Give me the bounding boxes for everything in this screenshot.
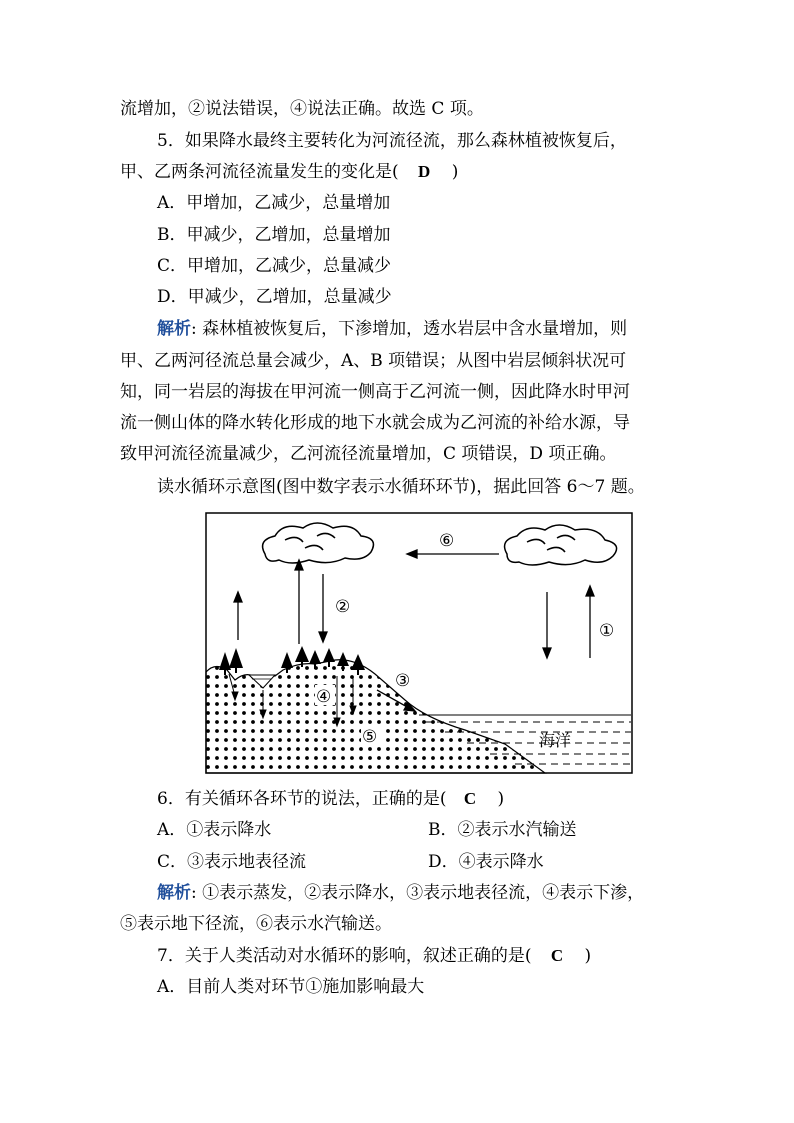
answer-mark: C <box>550 946 564 965</box>
analysis-text: : 森林植被恢复后，下渗增加，透水岩层中含水量增加，则 <box>191 319 628 339</box>
stem-text: 6．有关循环各环节的说法，正确的是( <box>157 789 447 809</box>
stem-text: 甲、乙两条河流径流量发生的变化是( <box>120 162 399 182</box>
option-a: A．甲增加，乙减少，总量增加 <box>157 193 391 213</box>
analysis-5-line: 知，同一岩层的海拔在甲河流一侧高于乙河流一侧，因此降水时甲河 <box>120 382 630 402</box>
text-line: 流增加，②说法错误，④说法正确。故选 C 项。 <box>120 99 484 119</box>
stem-text-end: ) <box>584 946 592 966</box>
analysis-6-line: ⑤表示地下径流，⑥表示水汽输送。 <box>120 914 392 934</box>
analysis-label: 解析 <box>157 883 191 903</box>
option-d: D．④表示降水 <box>428 852 544 872</box>
option-c: C．甲增加，乙减少，总量减少 <box>157 256 392 276</box>
option-b: B．②表示水汽输送 <box>428 820 577 840</box>
label-3: ③ <box>395 671 411 691</box>
analysis-label: 解析 <box>157 319 191 339</box>
stem-text: 7．关于人类活动对水循环的影响，叙述正确的是( <box>157 946 532 966</box>
analysis-5-line: 流一侧山体的降水转化形成的地下水就会成为乙河流的补给水源，导 <box>120 413 630 433</box>
label-4: ④ <box>316 687 332 707</box>
water-cycle-diagram <box>205 512 633 774</box>
label-2: ② <box>335 597 351 617</box>
answer-mark: C <box>463 789 477 808</box>
option-a: A．①表示降水 <box>157 820 272 840</box>
analysis-5 <box>157 314 717 344</box>
label-ocean: 海洋 <box>539 731 572 750</box>
question-5-stem: 5．如果降水最终主要转化为河流径流，那么森林植被恢复后， <box>157 131 627 151</box>
analysis-text: : ①表示蒸发，②表示降水，③表示地表径流，④表示下渗， <box>191 883 645 903</box>
question-7-stem <box>157 941 717 971</box>
option-c: C．③表示地表径流 <box>157 852 307 872</box>
diagram-intro: 读水循环示意图(图中数字表示水循环环节)，据此回答 6～7 题。 <box>157 477 645 497</box>
answer-mark: D <box>418 162 431 181</box>
label-1: ① <box>599 621 615 641</box>
question-6-stem <box>157 784 717 814</box>
label-5: ⑤ <box>362 727 378 747</box>
stem-text-end: ) <box>451 162 459 182</box>
option-d: D．甲减少，乙增加，总量减少 <box>157 287 392 307</box>
stem-text-end: ) <box>497 789 505 809</box>
analysis-5-line: 致甲河流径流量减少，乙河流径流量增加，C 项错误，D 项正确。 <box>120 444 617 464</box>
option-a: A．目前人类对环节①施加影响最大 <box>157 977 425 997</box>
analysis-6 <box>157 878 717 908</box>
analysis-5-line: 甲、乙两河径流总量会减少，A、B 项错误；从图中岩层倾斜状况可 <box>120 351 627 371</box>
label-6: ⑥ <box>439 531 455 551</box>
option-b: B．甲减少，乙增加，总量增加 <box>157 225 391 245</box>
question-5-stem-2 <box>120 157 680 187</box>
